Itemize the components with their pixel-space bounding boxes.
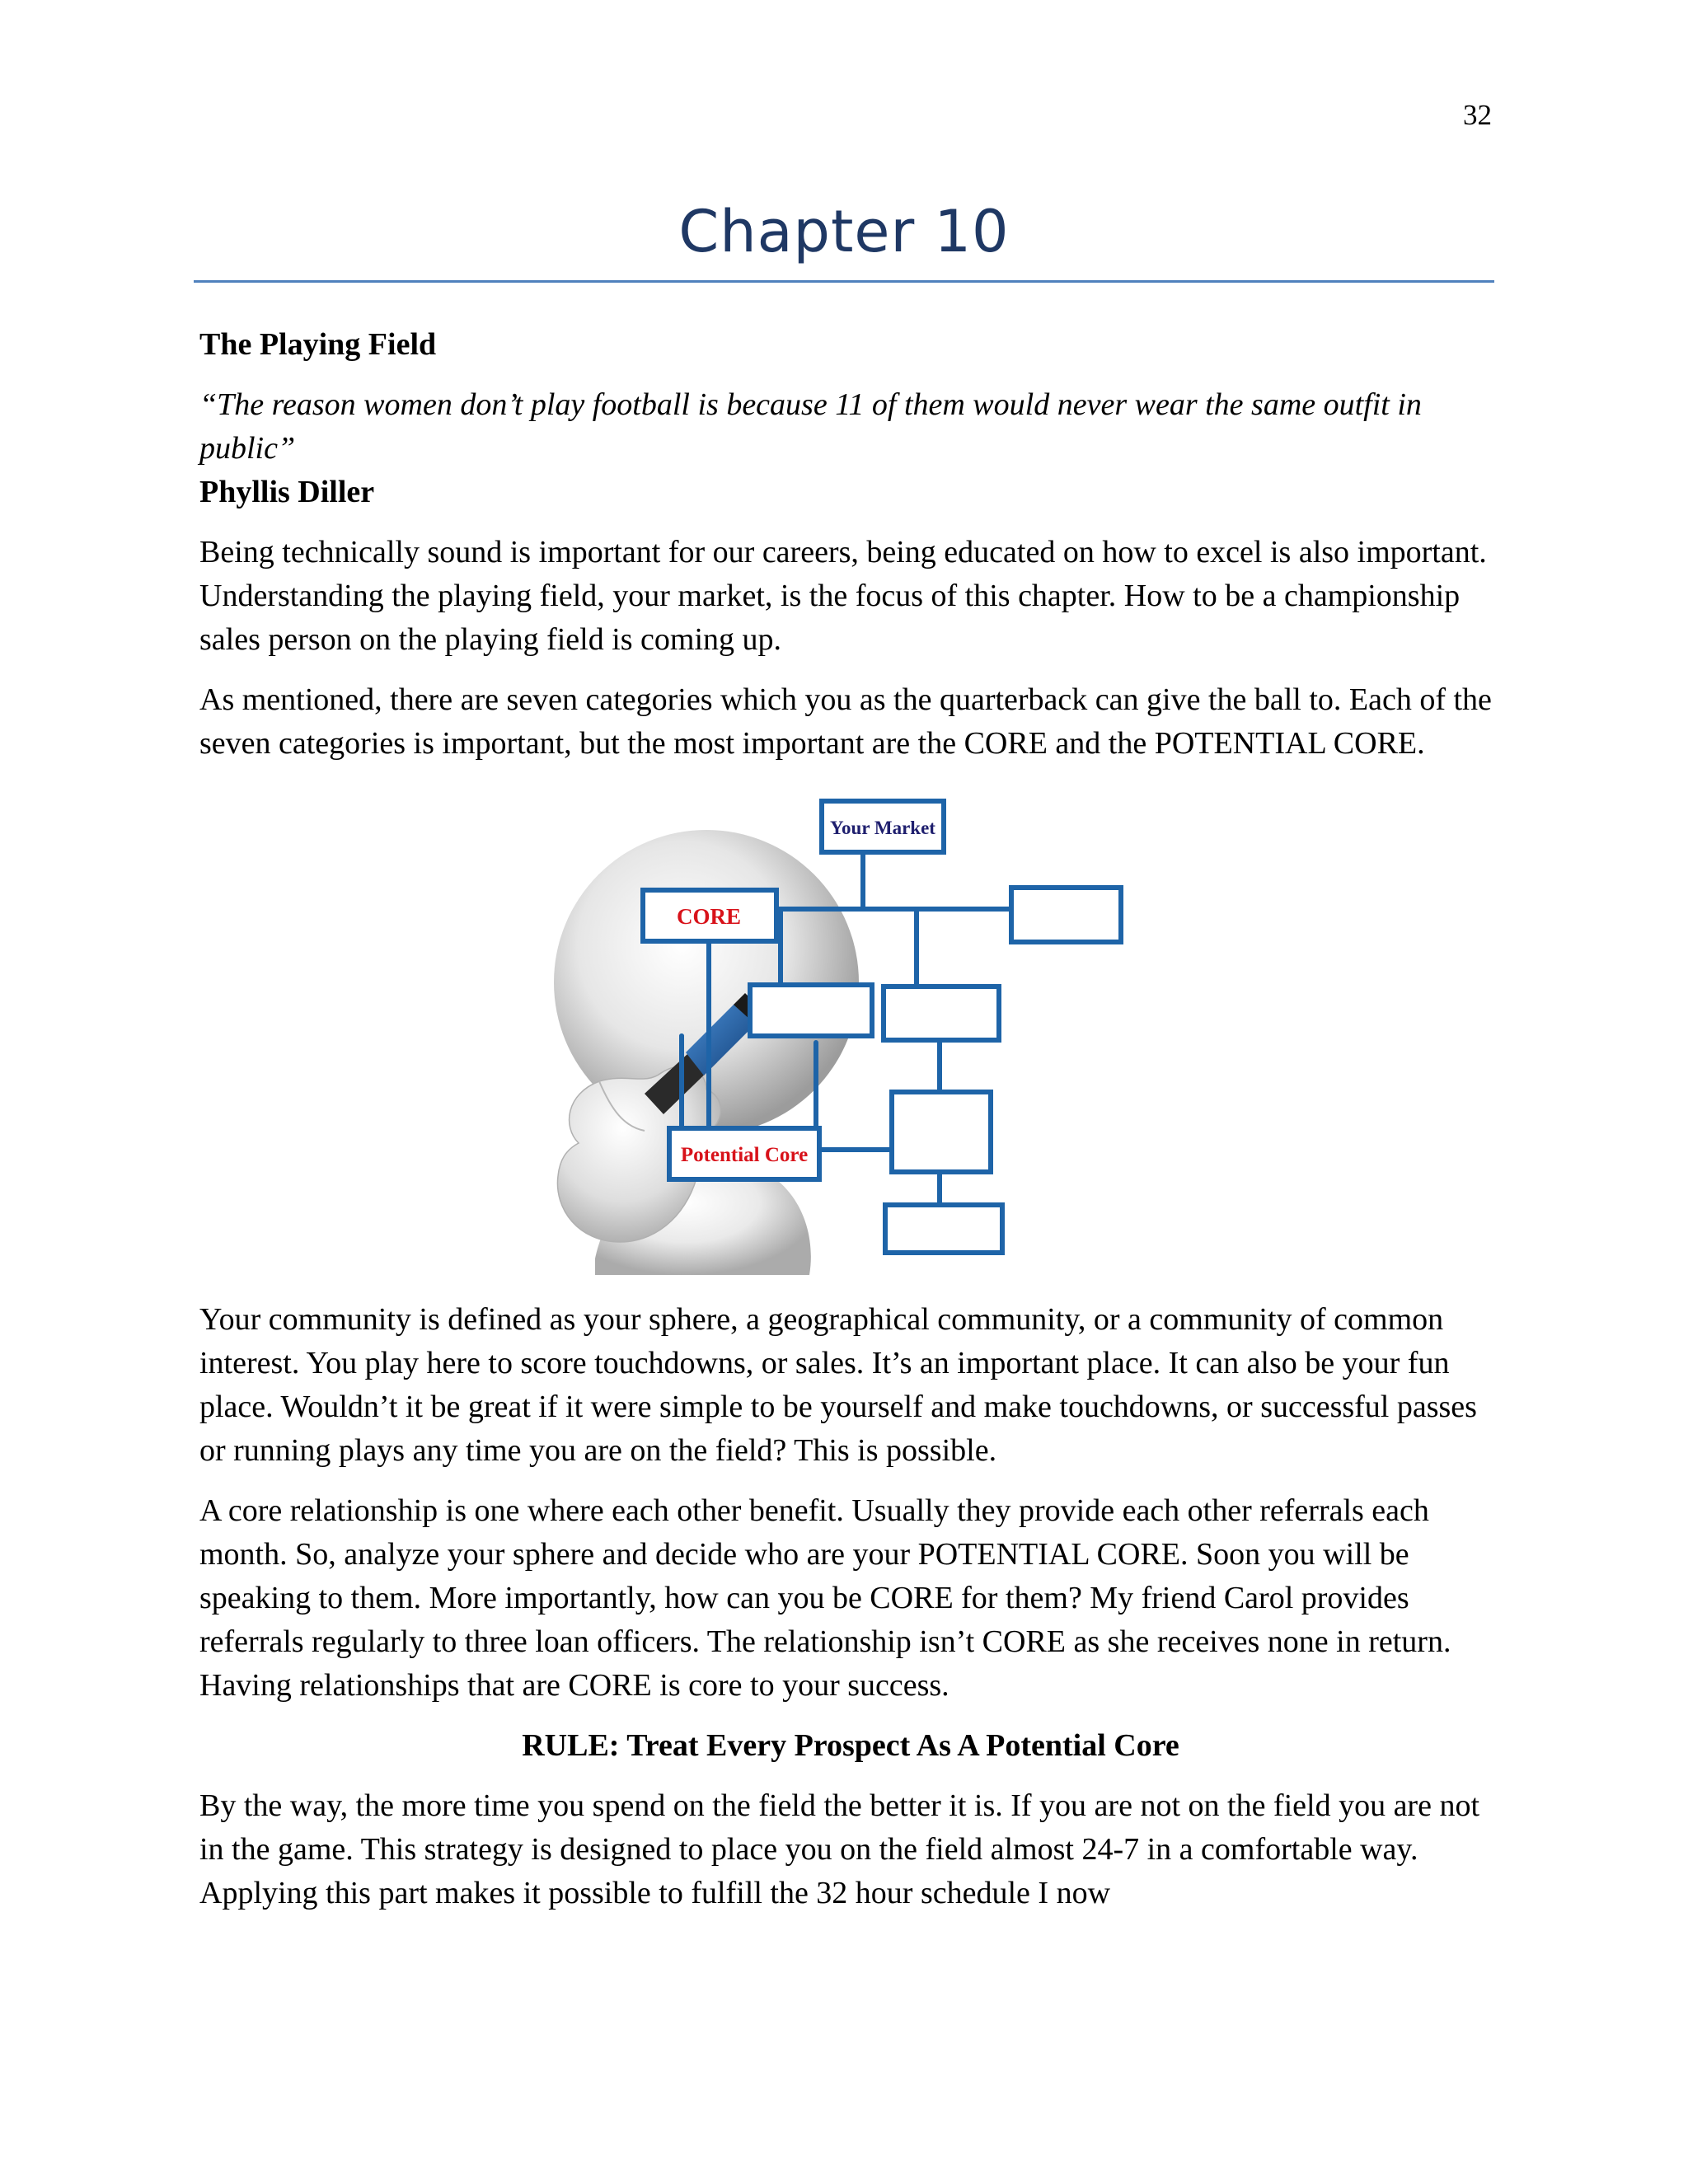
potential-core-label: Potential Core [680,1144,809,1166]
your-market-label: Your Market [830,818,935,838]
page-number: 32 [1463,99,1492,131]
rule-statement: RULE: Treat Every Prospect As A Potential Core [522,1728,1179,1763]
empty-box-bottom-right [885,1205,1002,1253]
body-paragraph: By the way, the more time you spend on the field the better it is. If you are not on the field you are not in the game. This strategy is designed to place you on the field almost 24-7 in a comfortable way. Applying this part makes it possible to fulfill the 32 hour schedule I now [199,1788,1480,1910]
empty-box-top-right [1011,888,1121,942]
body-paragraph: A core relationship is one where each other benefit. Usually they provide each other referrals each month. So, analyze your sphere and decide who are your POTENTIAL CORE. Soon you will be speaking to them. More importantly, how can you be CORE for them? My friend Carol provides referrals regularly to three loan officers. The relationship isn’t CORE as she receives none in return. Having relationships that are CORE is core to your success. [199,1493,1451,1703]
chapter-title: Chapter 10 [678,198,1010,265]
empty-box-middle-right [884,987,999,1040]
page-content [199,323,1502,1932]
body-paragraph: As mentioned, there are seven categories which you as the quarterback can give the ball to. Each of the seven categories is important, but the most important are the CORE and the POTENTIAL CORE. [199,682,1492,761]
core-label: CORE [676,904,742,929]
title-divider [194,280,1494,283]
empty-box-lower-right [892,1092,991,1172]
org-chart-figure [199,797,1502,1275]
empty-box-middle-left [750,985,872,1036]
section-heading: The Playing Field [199,327,437,362]
body-paragraph: Your community is defined as your sphere, a geographical community, or a community of common interest. You play here to score touchdowns, or sales. It’s an important place. It can also be your fun place. Wouldn’t it be great if it were simple to be yourself and make touchdowns, or successful passes or running plays any time you are on the field? This is possible. [199,1302,1477,1468]
body-paragraph: Being technically sound is important for our careers, being educated on how to excel is also important. Understanding the playing field, your market, is the focus of this chapter. How to be a championship sales person on the playing field is coming up. [199,535,1487,657]
epigraph-author: Phyllis Diller [199,475,375,509]
epigraph-quote: “The reason women don’t play football is because 11 of them would never wear the same outfit in public” [199,387,1422,466]
org-chart-illustration [521,797,1180,1275]
